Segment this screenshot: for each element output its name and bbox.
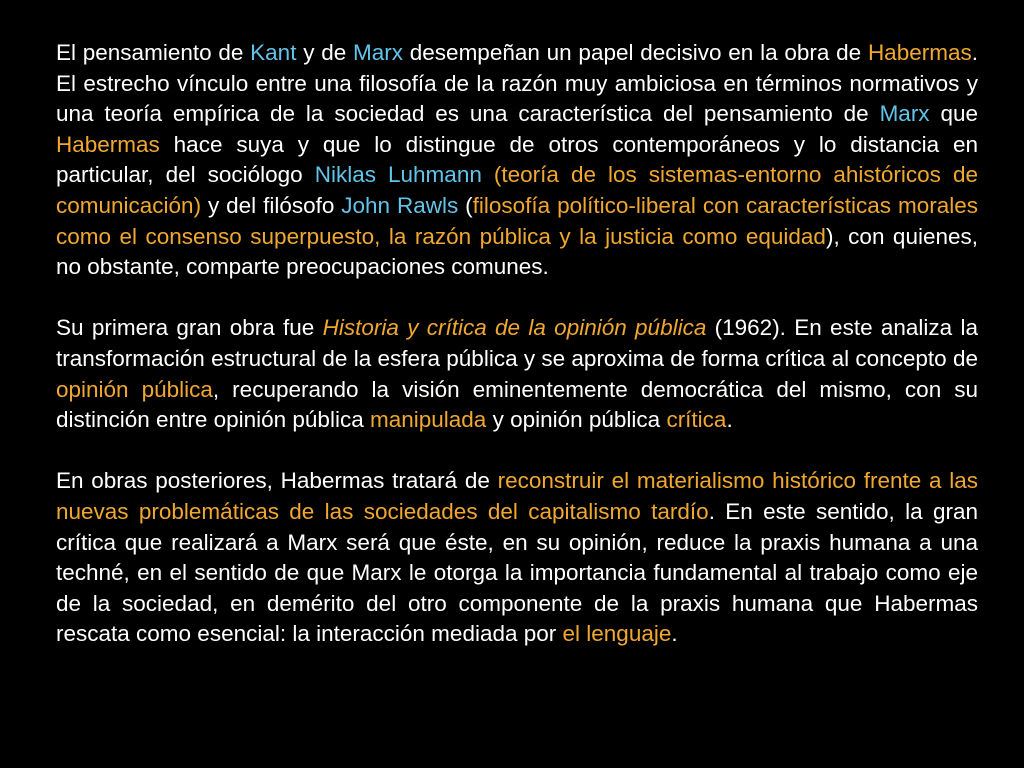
text-segment: el lenguaje	[562, 621, 672, 647]
text-segment: Marx	[353, 40, 404, 65]
text-segment: y de	[296, 40, 354, 65]
text-segment: (teoría de los sistemas-entorno ahistóricos de comunicación)	[56, 162, 978, 218]
text-segment: .	[726, 407, 733, 433]
text-segment: Marx	[879, 101, 930, 127]
paragraph-kant-marx	[56, 38, 978, 283]
slide-body	[56, 38, 978, 650]
text-segment: manipulada	[369, 407, 487, 433]
text-segment: Habermas	[56, 131, 160, 157]
paragraph-primera-obra	[56, 313, 978, 435]
paragraph-obras-posteriores	[56, 466, 978, 650]
text-segment: .	[671, 621, 678, 647]
text-segment: Niklas Luhmann	[314, 162, 482, 188]
text-segment: , recuperando la visión eminentemente democrática del mismo, con su distinción entre opinión pública	[56, 376, 978, 433]
text-segment	[482, 162, 494, 187]
text-segment: filosofía político-liberal con características morales como el consenso superpuesto, la razón pública y la justicia como equidad	[56, 192, 978, 249]
text-segment: John Rawls	[341, 192, 459, 218]
text-segment: opinión pública	[56, 376, 213, 402]
text-segment: y del filósofo	[201, 192, 342, 218]
text-segment: . En este sentido, la gran crítica que realizará a Marx será que éste, en su opinión, reduce la praxis humana a una techné, en el sentido de que Marx le otorga la importancia fundamental al trabajo como eje de la sociedad, en demérito del otro componente de la praxis humana que Habermas rescata como esencial: la interacción mediada por	[56, 498, 979, 647]
text-segment: hace suya y que lo distingue de otros contemporáneos y lo distancia en particular, del sociólogo	[56, 131, 978, 188]
text-segment: y opinión pública	[486, 407, 667, 433]
text-segment: que	[929, 101, 978, 127]
text-segment: reconstruir el materialismo histórico frente a las nuevas problemáticas de las sociedades del capitalismo tardío	[56, 468, 978, 524]
text-segment: En obras posteriores, Habermas tratará de	[56, 468, 498, 494]
text-segment: Kant	[250, 40, 297, 65]
text-segment: ), con quienes, no obstante, comparte preocupaciones comunes.	[56, 223, 979, 280]
text-segment: Historia y crítica de la opinión pública	[322, 315, 707, 341]
text-segment: (	[458, 192, 473, 218]
text-segment: El pensamiento de	[56, 40, 251, 65]
text-segment: Su primera gran obra fue	[56, 315, 323, 341]
text-segment: crítica	[666, 407, 727, 433]
text-segment: (1962). En este analiza la transformación estructural de la esfera pública y se aproxima de forma crítica al concepto de	[56, 315, 978, 371]
text-segment: . El estrecho vínculo entre una filosofía de la razón muy ambiciosa en términos normativos y una teoría empírica de la sociedad es una característica del pensamiento de	[56, 40, 978, 127]
text-segment: Habermas	[867, 40, 972, 65]
text-segment: desempeñan un papel decisivo en la obra de	[403, 40, 868, 65]
